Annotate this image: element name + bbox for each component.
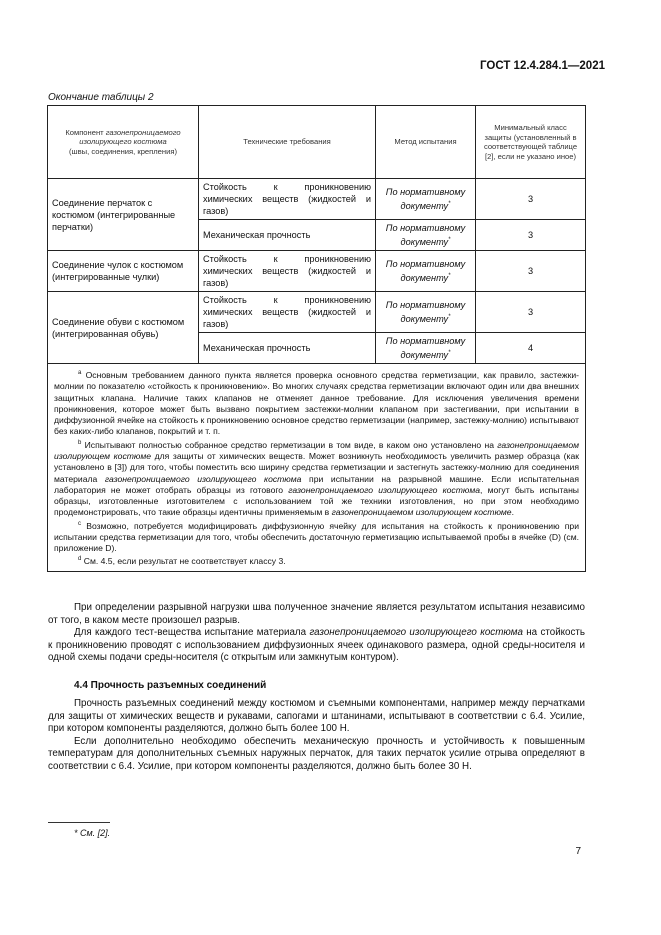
class-cell: 3	[476, 220, 586, 251]
table-header-row	[48, 106, 586, 179]
requirement-cell: Стойкость к проникновению химических веществ (жидкостей и газов)	[199, 251, 376, 292]
page-number: 7	[575, 846, 581, 857]
method-cell: По нормативному документу*	[376, 333, 476, 364]
paragraph: Для каждого тест-вещества испытание материала газонепроницаемого изолирующего костюма на стойкость к проникновению проводят с использованием диффузионных ячеек одинакового размера, одной среды-носителя и одной схемы подачи среды-носителя (с открытым или замкнутым контуром).	[48, 627, 585, 664]
requirements-table	[47, 105, 586, 572]
section-heading: 4.4 Прочность разъемных соединений	[74, 680, 267, 691]
method-cell: По нормативному документу*	[376, 179, 476, 220]
requirement-cell: Механическая прочность	[199, 220, 376, 251]
class-cell: 3	[476, 292, 586, 333]
body-text-upper	[48, 602, 585, 665]
body-text-lower	[48, 698, 585, 774]
table-notes	[48, 364, 585, 570]
table-caption: Окончание таблицы 2	[48, 92, 154, 103]
header-requirements: Технические требования	[199, 106, 376, 179]
class-cell: 3	[476, 179, 586, 220]
method-cell: По нормативному документу*	[376, 251, 476, 292]
paragraph: Прочность разъемных соединений между костюмом и съемными компонентами, например между перчатками для защиты от химических веществ и рукавами, сапогами и штанинами, испытывают в соответствии с 6.4. Усилие, при котором компоненты разделяются, должно быть более 100 Н.	[48, 698, 585, 735]
component-cell: Соединение перчаток с костюмом (интегрированные перчатки)	[48, 179, 199, 251]
note-b: $^b$ Испытывают полностью собранное средство герметизации в том виде, в каком оно установлено на газонепроницаемом изолирующем костюме для защиты от химических веществ. Может возникнуть необходимость увеличить размер образца (как установлено в [3]) для того, чтобы поместить всю ширину средства герметизации и застегнуть застежку-молнию для соединения материала газонепроницаемого изолирующего костюма при испытании на разрывной машине. Если испытательная лаборатория не может отобрать образцы из готового газонепроницаемого изолирующего костюма, могут быть испытаны образцы, изготовленные изготовителем с использованием той же техники изготовления, но при этом необходимо продемонстрировать, что такие образцы идентичны применяемым в газонепроницаемом изолирующем костюме.	[54, 439, 579, 518]
note-c: $^c$ Возможно, потребуется модифицировать диффузионную ячейку для испытания на стойкость к проникновению при испытании средства герметизации для того, чтобы обеспечить достаточную герметизацию испытываемой пробы в ячейке (D) (см. приложение D).	[54, 520, 579, 554]
header-method: Метод испытания	[376, 106, 476, 179]
table-row	[48, 292, 586, 333]
header-class: Минимальный класс защиты (установленный в соответствующей таблице [2], если не указано иное)	[476, 106, 586, 179]
component-cell: Соединение чулок с костюмом (интегрированные чулки)	[48, 251, 199, 292]
class-cell: 4	[476, 333, 586, 364]
table-row	[48, 179, 586, 220]
footnote: * См. [2].	[74, 828, 111, 838]
requirement-cell: Стойкость к проникновению химических веществ (жидкостей и газов)	[199, 179, 376, 220]
requirement-cell: Механическая прочность	[199, 333, 376, 364]
note-a: $^a$ Основным требованием данного пункта является проверка основного средства герметизации, как правило, застежки-молнии по показателю «стойкость к проникновению». Во многих случаях средства герметизации включают один или два внешних защитных клапана. Наличие таких клапанов не отменяет данное требование. Для исключения увеличения времени проникновения, которое может быть вызвано покрытием застежки-молнии клапаном при застегивании, при испытании в диффузионной ячейке на стойкость к проникновению основное средство герметизации (например, застежку-молнию) испытывают без каких-либо клапанов, покрытий и т. п.	[54, 369, 579, 437]
header-component: Компонент газонепроницаемого изолирующего костюма (швы, соединения, крепления)	[48, 106, 199, 179]
note-d: $^d$ См. 4.5, если результат не соответствует классу 3.	[78, 556, 286, 567]
table-notes-row	[48, 364, 586, 571]
table-row	[48, 251, 586, 292]
paragraph: Если дополнительно необходимо обеспечить механическую прочность и устойчивость к повышенным температурам для дополнительных съемных наружных перчаток, для таких перчаток усилие отрыва определяют в соответствии с 6.4. Усилие, при котором компоненты разделяются, должно быть более 30 Н.	[48, 735, 585, 772]
requirement-cell: Стойкость к проникновению химических веществ (жидкостей и газов)	[199, 292, 376, 333]
class-cell: 3	[476, 251, 586, 292]
method-cell: По нормативному документу*	[376, 292, 476, 333]
method-cell: По нормативному документу*	[376, 220, 476, 251]
standard-header: ГОСТ 12.4.284.1—2021	[480, 60, 605, 72]
footnote-divider	[48, 822, 110, 823]
paragraph: При определении разрывной нагрузки шва полученное значение является результатом испытания независимо от того, в каком месте произошел разрыв.	[48, 602, 585, 626]
component-cell: Соединение обуви с костюмом (интегрированная обувь)	[48, 292, 199, 364]
